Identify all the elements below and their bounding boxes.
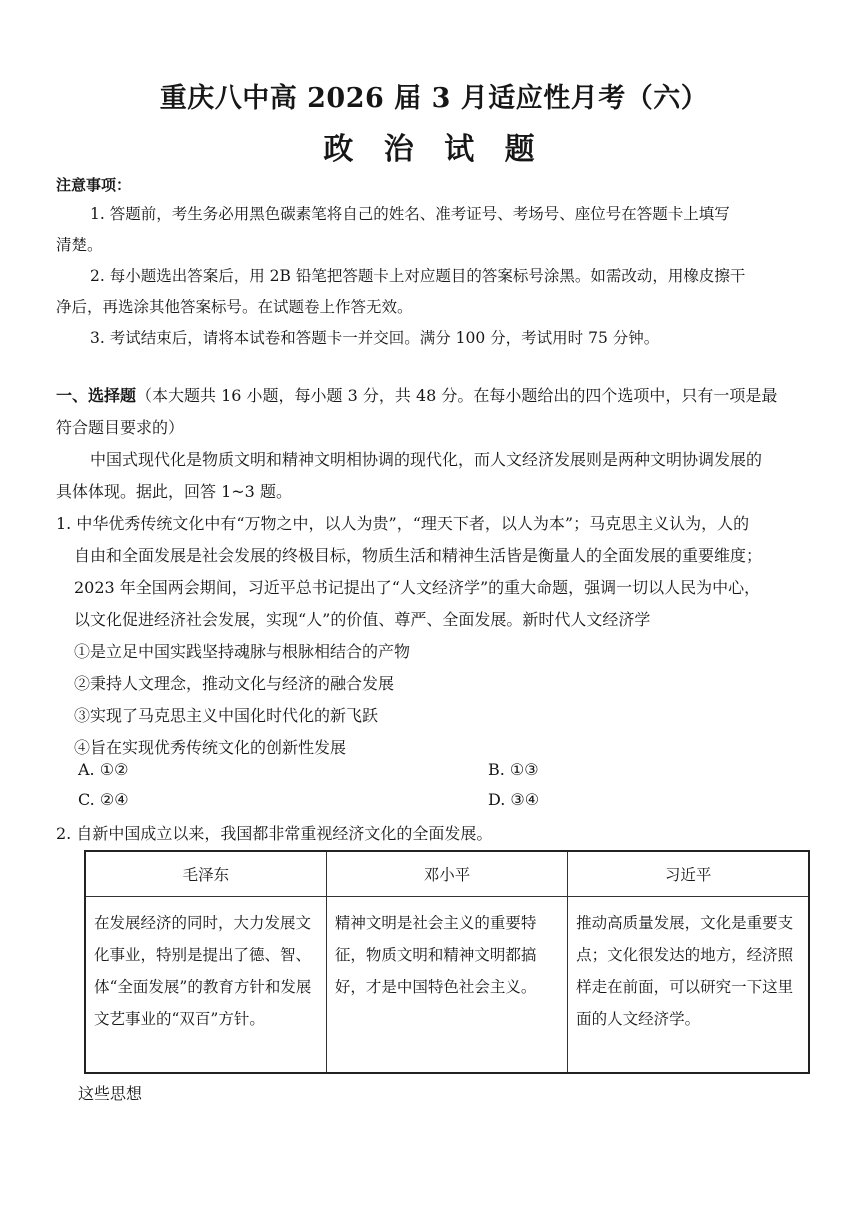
question-2-stem: 2. 自新中国成立以来，我国都非常重视经济文化的全面发展。 xyxy=(56,824,493,843)
material-line: 具体体现。据此，回答 1~3 题。 xyxy=(56,482,292,501)
leaders-table xyxy=(84,850,810,1074)
option-d[interactable]: D. ③④ xyxy=(488,790,540,809)
table-header: 习近平 xyxy=(568,851,809,897)
notice-line: 清楚。 xyxy=(56,236,103,254)
table-header-row xyxy=(85,851,809,897)
statement-3: ③实现了马克思主义中国化时代化的新飞跃 xyxy=(74,706,379,725)
option-b[interactable]: B. ①③ xyxy=(488,760,539,779)
table-cell: 在发展经济的同时，大力发展文化事业，特别是提出了德、智、体“全面发展”的教育方针和发展文艺事业的“双百”方针。 xyxy=(85,897,326,1074)
statement-2: ②秉持人文理念，推动文化与经济的融合发展 xyxy=(74,674,395,693)
section-header xyxy=(56,380,816,412)
question-1-line: 以文化促进经济社会发展，实现“人”的价值、尊严、全面发展。新时代人文经济学 xyxy=(74,610,651,629)
question-2-tail: 这些思想 xyxy=(78,1084,143,1103)
question-1-line: 2023 年全国两会期间，习近平总书记提出了“人文经济学”的重大命题，强调一切以人民为中心， xyxy=(74,578,761,597)
table-cell: 推动高质量发展，文化是重要支点；文化很发达的地方，经济照样走在前面，可以研究一下这里面的人文经济学。 xyxy=(568,897,809,1074)
table-header: 毛泽东 xyxy=(85,851,326,897)
section-label: 一、选择题 xyxy=(56,386,137,405)
notice-heading: 注意事项： xyxy=(56,176,132,194)
question-1-line: 自由和全面发展是社会发展的终极目标，物质生活和精神生活皆是衡量人的全面发展的重要维度； xyxy=(74,546,763,565)
table-row xyxy=(85,897,809,1074)
statement-4: ④旨在实现优秀传统文化的创新性发展 xyxy=(74,738,347,757)
section-desc: （本大题共 16 小题，每小题 3 分，共 48 分。在每小题给出的四个选项中，只有一项是最 xyxy=(136,386,778,405)
section-desc-line2: 符合题目要求的） xyxy=(56,418,185,437)
option-c[interactable]: C. ②④ xyxy=(78,790,129,809)
notice-line: 净后，再选涂其他答案标号。在试题卷上作答无效。 xyxy=(56,298,413,316)
material-line: 中国式现代化是物质文明和精神文明相协调的现代化，而人文经济发展则是两种文明协调发展的 xyxy=(90,450,763,469)
exam-title: 重庆八中高 2026 届 3 月适应性月考（六） xyxy=(159,83,709,114)
table-cell: 精神文明是社会主义的重要特征，物质文明和精神文明都搞好，才是中国特色社会主义。 xyxy=(326,897,567,1074)
statement-1: ①是立足中国实践坚持魂脉与根脉相结合的产物 xyxy=(74,642,411,661)
notice-line: 2. 每小题选出答案后，用 2B 铅笔把答题卡上对应题目的答案标号涂黑。如需改动，用橡皮擦干 xyxy=(90,267,746,285)
subject-title: 政 治 试 题 xyxy=(323,132,545,167)
notice-line: 1. 答题前，考生务必用黑色碳素笔将自己的姓名、准考证号、考场号、座位号在答题卡上填写 xyxy=(90,205,730,223)
table-header: 邓小平 xyxy=(326,851,567,897)
question-1-line: 1. 中华优秀传统文化中有“万物之中，以人为贵”，“理天下者，以人为本”；马克思主义认为，人的 xyxy=(56,514,750,533)
notice-line: 3. 考试结束后，请将本试卷和答题卡一并交回。满分 100 分，考试用时 75 分钟。 xyxy=(90,329,660,347)
option-a[interactable]: A. ①② xyxy=(78,760,129,779)
